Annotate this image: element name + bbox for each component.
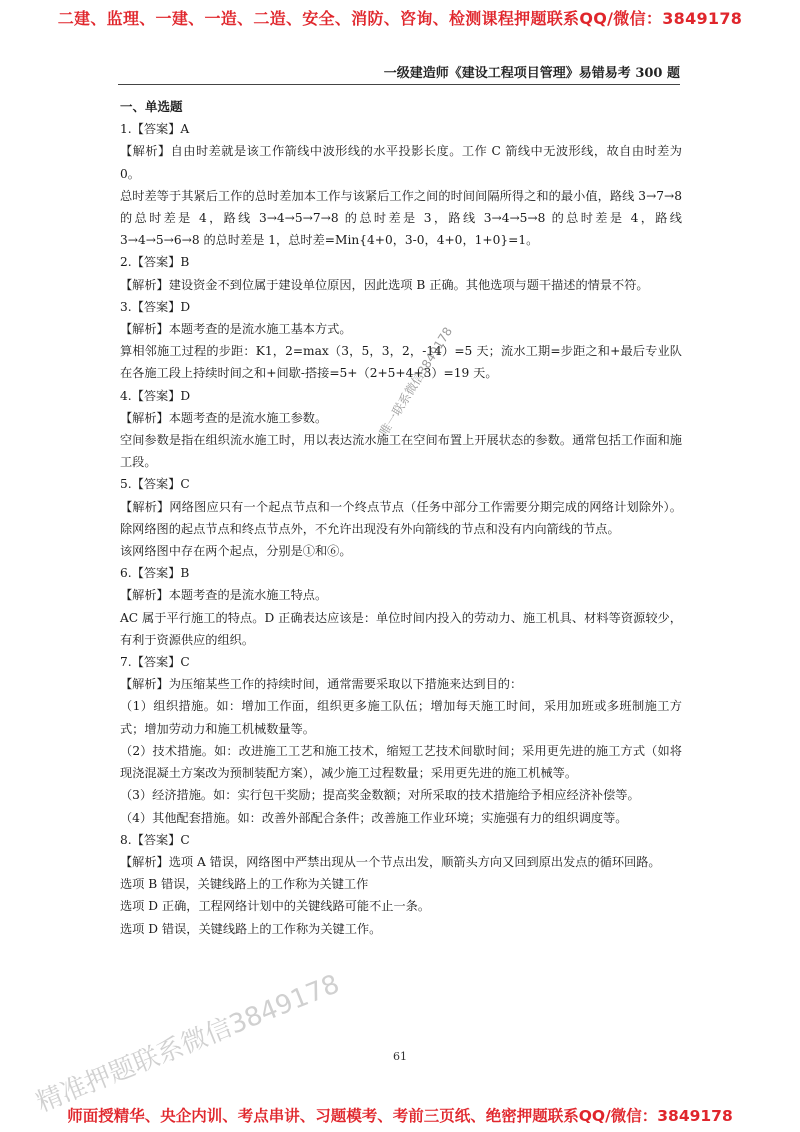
analysis-paragraph: （2）技术措施。如：改进施工工艺和施工技术，缩短工艺技术间歇时间；采用更先进的施工方式（如将现浇混凝土方案改为预制装配方案），减少施工过程数量；采用更先进的施工机械等。	[120, 743, 682, 781]
analysis-paragraph: （1）组织措施。如：增加工作面，组织更多施工队伍；增加每天施工时间，采用加班或多班制施工方式；增加劳动力和施工机械数量等。	[120, 699, 682, 736]
analysis-paragraph: 【解析】本题考查的是流水施工特点。	[120, 588, 328, 603]
top-promo-banner: 二建、监理、一建、一造、二造、安全、消防、咨询、检测课程押题联系QQ/微信：3849178	[57, 9, 743, 28]
document-body	[120, 96, 682, 940]
analysis-paragraph: 【解析】网络图应只有一个起点节点和一个终点节点（任务中部分工作需要分期完成的网络计划除外）。除网络图的起点节点和终点节点外，不允许出现没有外向箭线的节点和没有内向箭线的节点。	[120, 499, 682, 536]
analysis-paragraph: （3）经济措施。如：实行包干奖励；提高奖金数额；对所采取的技术措施给予相应经济补偿等。	[120, 788, 640, 803]
analysis-paragraph: 总时差等于其紧后工作的总时差加本工作与该紧后工作之间的时间间隔所得之和的最小值，路线 3→7→8 的总时差是 4，路线 3→4→5→7→8 的总时差是 3，路线 3→4→5→8 的总时差是 4，路线 3→4→5→6→8 的总时差是 1，总时差=Min{4+0，3-0，4+0，1+0}=1。	[120, 188, 682, 248]
analysis-paragraph: 【解析】为压缩某些工作的持续时间，通常需要采取以下措施来达到目的：	[120, 677, 523, 692]
watermark-text: 唯一联系微信3849178	[376, 324, 456, 439]
section-title: 一、单选题	[120, 99, 183, 114]
answer-line: 8.【答案】C	[120, 832, 190, 847]
analysis-paragraph: 【解析】建设资金不到位属于建设单位原因，因此选项 B 正确。其他选项与题干描述的情景不符。	[120, 277, 649, 292]
analysis-paragraph: 【解析】本题考查的是流水施工基本方式。	[120, 322, 352, 337]
analysis-paragraph: 选项 D 正确，工程网络计划中的关键线路可能不止一条。	[120, 899, 431, 914]
analysis-paragraph: AC 属于平行施工的特点。D 正确表达应该是：单位时间内投入的劳动力、施工机具、材料等资源较少，有利于资源供应的组织。	[120, 610, 682, 647]
answer-line: 2.【答案】B	[120, 255, 190, 270]
answer-line: 7.【答案】C	[120, 655, 190, 670]
document-header-title: 一级建造师《建设工程项目管理》易错易考 300 题	[383, 66, 680, 81]
analysis-paragraph: 空间参数是指在组织流水施工时，用以表达流水施工在空间布置上开展状态的参数。通常包括工作面和施工段。	[120, 433, 682, 470]
analysis-paragraph: 【解析】选项 A 错误，网络图中严禁出现从一个节点出发，顺箭头方向又回到原出发点的循环回路。	[120, 854, 661, 869]
analysis-paragraph: 【解析】自由时差就是该工作箭线中波形线的水平投影长度。工作 C 箭线中无波形线，故自由时差为 0。	[120, 144, 682, 181]
answer-line: 6.【答案】B	[120, 566, 190, 581]
analysis-paragraph: 算相邻施工过程的步距：K1，2=max（3，5，3，2，-14）=5 天；流水工期=步距之和+最后专业队在各施工段上持续时间之和+间歇-搭接=5+（2+5+4+3）=19 天。	[120, 344, 682, 381]
analysis-paragraph: 该网络图中存在两个起点，分别是①和⑥。	[120, 544, 352, 559]
header-divider	[118, 84, 680, 85]
page-number: 61	[393, 1050, 407, 1063]
analysis-paragraph: （4）其他配套措施。如：改善外部配合条件；改善施工作业环境；实施强有力的组织调度等。	[120, 810, 628, 825]
answer-line: 1.【答案】A	[120, 122, 190, 137]
answer-line: 4.【答案】D	[120, 388, 191, 403]
answer-line: 3.【答案】D	[120, 299, 191, 314]
answer-line: 5.【答案】C	[120, 477, 190, 492]
analysis-paragraph: 选项 B 错误，关键线路上的工作称为关键工作	[120, 877, 369, 892]
bottom-promo-banner: 师面授精华、央企内训、考点串讲、习题模考、考前三页纸、绝密押题联系QQ/微信：3849178	[67, 1107, 733, 1125]
analysis-paragraph: 【解析】本题考查的是流水施工参数。	[120, 410, 328, 425]
watermark-text-bottom: 精准押题联系微信3849178	[32, 969, 344, 1119]
analysis-paragraph: 选项 D 错误，关键线路上的工作称为关键工作。	[120, 921, 382, 936]
